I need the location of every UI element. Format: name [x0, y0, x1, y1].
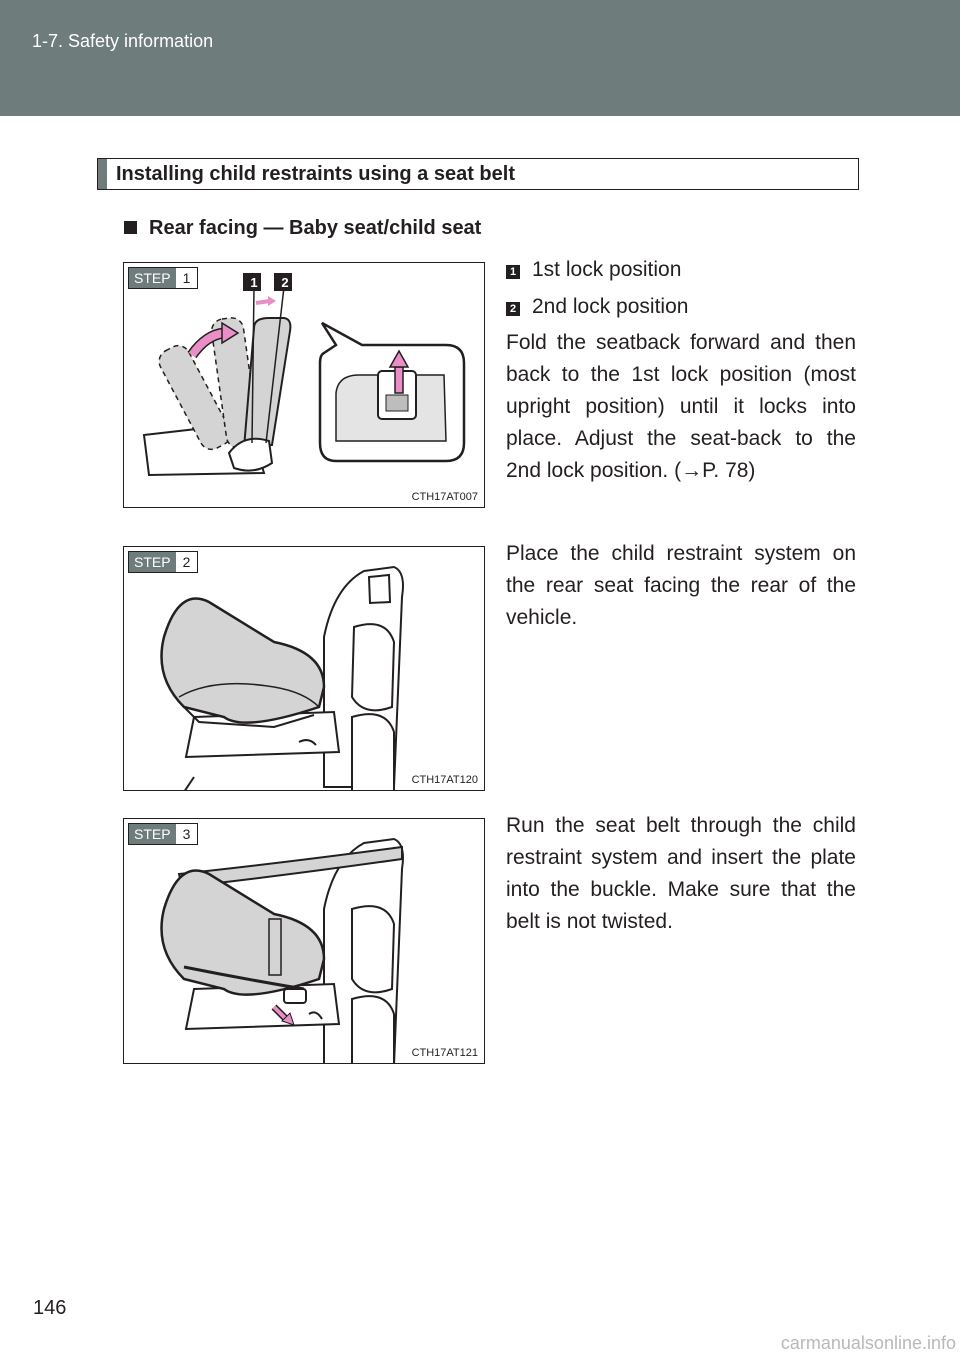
- square-bullet-icon: [124, 221, 137, 234]
- figure-step-3: [123, 818, 485, 1064]
- seatback-fold-illustration: [124, 263, 485, 508]
- seat-belt-routing-illustration: [124, 819, 485, 1064]
- figure-code: CTH17AT007: [411, 491, 478, 503]
- callout-1-text: 1st lock position: [532, 258, 682, 281]
- section-accent-bar: [98, 159, 107, 189]
- step-badge: [128, 551, 198, 573]
- marker-2: 2: [281, 275, 289, 290]
- figure-code: CTH17AT121: [411, 1047, 478, 1059]
- child-seat-placement-illustration: [124, 547, 485, 791]
- step-badge-label: STEP: [129, 824, 176, 844]
- callout-2: [506, 295, 688, 319]
- header-bar: [0, 0, 960, 116]
- page-number: 146: [33, 1297, 67, 1319]
- subheading-text: Rear facing — Baby seat/child seat: [149, 217, 482, 239]
- watermark: carmanualsonline.info: [780, 1333, 956, 1353]
- step-badge: [128, 823, 198, 845]
- marker-2-icon: 2: [506, 302, 520, 316]
- step-badge-label: STEP: [129, 552, 176, 572]
- marker-1-icon: 1: [506, 265, 520, 279]
- step-badge-number: 2: [176, 552, 198, 572]
- section-title: Installing child restraints using a seat belt: [116, 163, 515, 185]
- step-badge-number: 1: [176, 268, 198, 288]
- step-2-description: Place the child restraint system on the rear seat facing the rear of the vehicle.: [506, 542, 856, 629]
- breadcrumb: 1-7. Safety information: [32, 31, 214, 51]
- subheading: [124, 217, 481, 240]
- callout-1: [506, 258, 681, 282]
- marker-1: 1: [250, 275, 258, 290]
- step-3-description: Run the seat belt through the child restraint system and insert the plate into the buckle. Make sure that the belt is not twisted.: [506, 814, 856, 933]
- figure-code: CTH17AT120: [411, 774, 478, 786]
- step-badge: [128, 267, 198, 289]
- step-1-description: Fold the seatback forward and then back to the 1st lock position (most upright position) until it locks into place. Adjust the seat-back to the 2nd lock position. (→P. 78): [506, 331, 856, 482]
- step-badge-label: STEP: [129, 268, 176, 288]
- section-heading: [97, 158, 859, 190]
- step-badge-number: 3: [176, 824, 198, 844]
- figure-step-1: [123, 262, 485, 508]
- figure-step-2: [123, 546, 485, 791]
- callout-2-text: 2nd lock position: [532, 295, 689, 318]
